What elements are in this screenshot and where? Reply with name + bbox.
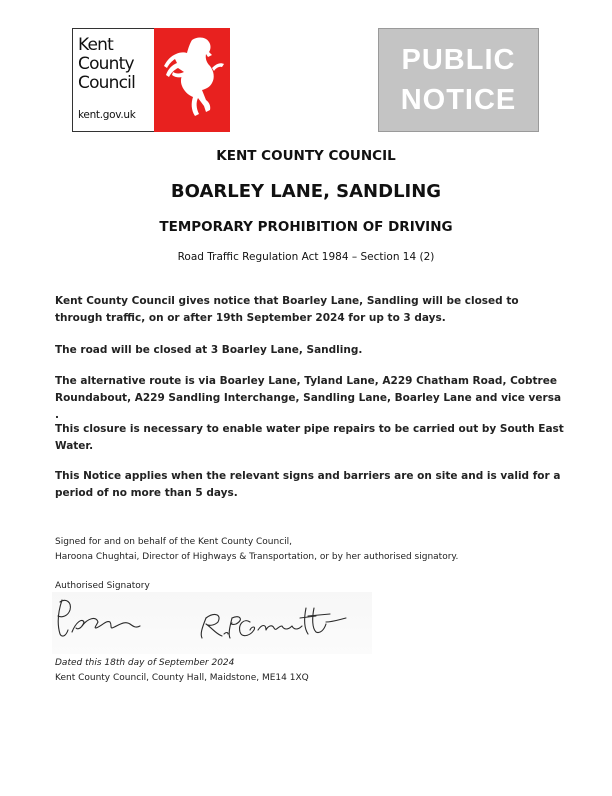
notice-paragraph-diversion: The alternative route is via Boarley Lane, Tyland Lane, A229 Chatham Road, Cobtree Roundabout, A229 Sandling Interchange, Sandling Lane, Boarley Lane and vice versa .: [55, 375, 562, 421]
council-heading: KENT COUNTY COUNCIL: [216, 148, 396, 164]
signed-director-line: Haroona Chughtai, Director of Highways & Transportation, or by her authorised signatory.: [55, 552, 459, 562]
prohibition-heading: TEMPORARY PROHIBITION OF DRIVING: [159, 219, 453, 235]
public-notice-badge: [378, 28, 539, 132]
notice-paragraph-validity: This Notice applies when the relevant signs and barriers are on site and is valid for a period of no more than 5 days.: [55, 470, 561, 499]
public-notice-line2: NOTICE: [400, 84, 517, 116]
signed-on-behalf-line: Signed for and on behalf of the Kent County Council,: [55, 537, 293, 547]
notice-paragraph-reason: This closure is necessary to enable water pipe repairs to be carried out by South East Water.: [55, 423, 564, 452]
authorised-signatory-label: Authorised Signatory: [55, 581, 150, 591]
dated-line: Dated this 18th day of September 2024: [55, 658, 235, 668]
logo-line-county: County: [78, 54, 134, 74]
invicta-horse-icon: [154, 28, 230, 132]
handwritten-signatures: [52, 592, 372, 654]
logo-wordmark: [78, 36, 158, 96]
notice-paragraph-location: The road will be closed at 3 Boarley Lane, Sandling.: [55, 344, 363, 356]
notice-paragraph-closure: Kent County Council gives notice that Boarley Lane, Sandling will be closed to through traffic, on or after 19th September 2024 for up to 3 days.: [55, 295, 519, 324]
logo-line-kent: Kent: [78, 35, 114, 55]
council-address: Kent County Council, County Hall, Maidstone, ME14 1XQ: [55, 673, 309, 683]
act-reference: Road Traffic Regulation Act 1984 – Section 14 (2): [177, 251, 435, 263]
kcc-logo: [72, 28, 232, 132]
logo-url: kent.gov.uk: [78, 109, 136, 121]
road-title: BOARLEY LANE, SANDLING: [170, 181, 442, 202]
logo-line-council: Council: [78, 73, 136, 93]
public-notice-line1: PUBLIC: [401, 44, 516, 76]
